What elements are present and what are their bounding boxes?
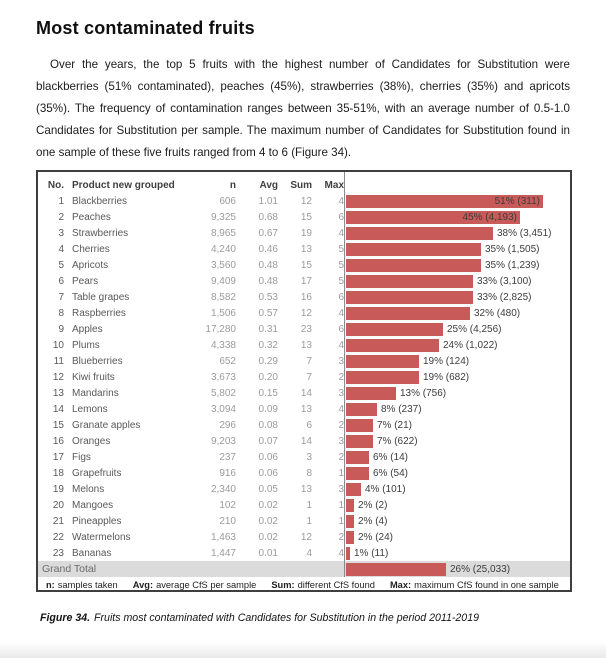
- table-row: [38, 481, 570, 497]
- cell-avg: 0.01: [258, 547, 278, 559]
- cell-max: 2: [338, 371, 344, 383]
- bar-cell: [344, 353, 570, 369]
- bar-cell: [344, 257, 570, 273]
- cell-n: 296: [219, 419, 236, 431]
- cell-sum: 4: [306, 547, 312, 559]
- cell-product: Kiwi fruits: [72, 371, 115, 383]
- bar-cell: [344, 497, 570, 513]
- bar: [346, 435, 373, 448]
- bar-cell: [344, 449, 570, 465]
- cell-sum: 13: [300, 243, 312, 255]
- cell-no: 21: [52, 515, 64, 527]
- bar: [346, 547, 350, 560]
- bar-cell: [344, 545, 570, 561]
- bar: [346, 419, 373, 432]
- cell-max: 1: [338, 515, 344, 527]
- grand-total-row: [38, 561, 570, 577]
- legend-desc: average CfS per sample: [156, 579, 257, 590]
- cell-sum: 12: [300, 307, 312, 319]
- bar-label: 6% (14): [373, 451, 409, 463]
- cell-avg: 0.48: [258, 259, 278, 271]
- bar-cell: [344, 337, 570, 353]
- bar-cell: [344, 385, 570, 401]
- cell-avg: 0.09: [258, 403, 278, 415]
- table-body: [38, 193, 570, 561]
- bar: [346, 339, 439, 352]
- cell-n: 652: [219, 355, 236, 367]
- cell-product: Mandarins: [72, 387, 119, 399]
- table-row: [38, 385, 570, 401]
- cell-n: 8,965: [210, 227, 236, 239]
- cell-max: 4: [338, 339, 344, 351]
- table-row: [38, 417, 570, 433]
- bar-label: 8% (237): [381, 403, 422, 415]
- bar-cell: [344, 481, 570, 497]
- cell-n: 210: [219, 515, 236, 527]
- cell-no: 6: [58, 275, 64, 287]
- page-edge: [0, 642, 606, 658]
- bar-label: 4% (101): [365, 483, 406, 495]
- bar-label: 7% (622): [377, 435, 418, 447]
- cell-sum: 13: [300, 403, 312, 415]
- cell-max: 3: [338, 435, 344, 447]
- cell-max: 3: [338, 387, 344, 399]
- cell-no: 17: [52, 451, 64, 463]
- bar-cell: [344, 401, 570, 417]
- cell-max: 5: [338, 259, 344, 271]
- cell-max: 2: [338, 451, 344, 463]
- bar-cell: [344, 369, 570, 385]
- cell-max: 5: [338, 275, 344, 287]
- cell-product: Apples: [72, 323, 103, 335]
- cell-avg: 0.02: [258, 515, 278, 527]
- cell-sum: 7: [306, 355, 312, 367]
- cell-no: 9: [58, 323, 64, 335]
- cell-sum: 7: [306, 371, 312, 383]
- cell-no: 2: [58, 211, 64, 223]
- bar: [346, 291, 473, 304]
- bar-cell: [344, 321, 570, 337]
- bar-label: 19% (682): [423, 371, 470, 383]
- table-row: [38, 257, 570, 273]
- cell-max: 4: [338, 403, 344, 415]
- cell-sum: 12: [300, 531, 312, 543]
- cell-no: 22: [52, 531, 64, 543]
- legend-desc: maximum CfS found in one sample: [414, 579, 559, 590]
- cell-max: 1: [338, 467, 344, 479]
- cell-max: 1: [338, 499, 344, 511]
- cell-avg: 0.05: [258, 483, 278, 495]
- cell-avg: 0.57: [258, 307, 278, 319]
- bar-cell: [344, 289, 570, 305]
- cell-product: Table grapes: [72, 291, 130, 303]
- cell-max: 5: [338, 243, 344, 255]
- cell-n: 3,673: [210, 371, 236, 383]
- cell-max: 4: [338, 547, 344, 559]
- cell-max: 6: [338, 291, 344, 303]
- cell-n: 9,325: [210, 211, 236, 223]
- figure-caption: [40, 612, 479, 624]
- bar: [346, 531, 354, 544]
- figure-caption-label: Figure 34.: [40, 612, 91, 624]
- cell-max: 3: [338, 355, 344, 367]
- bar: [346, 195, 543, 208]
- table-row: [38, 545, 570, 561]
- cell-sum: 8: [306, 467, 312, 479]
- cell-avg: 0.32: [258, 339, 278, 351]
- cell-avg: 0.53: [258, 291, 278, 303]
- cell-product: Watermelons: [72, 531, 131, 543]
- cell-sum: 3: [306, 451, 312, 463]
- cell-max: 2: [338, 531, 344, 543]
- cell-max: 6: [338, 211, 344, 223]
- legend-term: Sum:: [271, 579, 295, 590]
- cell-max: 4: [338, 307, 344, 319]
- cell-product: Pineapples: [72, 515, 122, 527]
- cell-n: 3,560: [210, 259, 236, 271]
- table-row: [38, 337, 570, 353]
- cell-avg: 0.06: [258, 451, 278, 463]
- bar-cell: [344, 209, 570, 225]
- cell-product: Figs: [72, 451, 91, 463]
- cell-n: 4,338: [210, 339, 236, 351]
- cell-avg: 0.02: [258, 531, 278, 543]
- bar-cell: [344, 305, 570, 321]
- cell-avg: 0.02: [258, 499, 278, 511]
- cell-product: Strawberries: [72, 227, 129, 239]
- cell-sum: 16: [300, 291, 312, 303]
- cell-n: 17,280: [205, 323, 236, 335]
- header-n: n: [229, 180, 236, 191]
- bar: [346, 307, 470, 320]
- bar-label: 6% (54): [373, 467, 409, 479]
- bar-label: 35% (1,239): [485, 259, 540, 271]
- cell-sum: 6: [306, 419, 312, 431]
- cell-max: 4: [338, 195, 344, 207]
- cell-no: 11: [53, 355, 64, 367]
- legend-desc: different CfS found: [297, 579, 375, 590]
- bar: [346, 227, 493, 240]
- legend-desc: samples taken: [57, 579, 118, 590]
- bar-label: 38% (3,451): [497, 227, 552, 239]
- cell-product: Cherries: [72, 243, 110, 255]
- bar-label: 24% (1,022): [443, 339, 498, 351]
- cell-avg: 0.07: [258, 435, 278, 447]
- grand-total-bar-cell: [344, 561, 570, 577]
- table-row: [38, 273, 570, 289]
- legend-item-avg: [133, 580, 257, 590]
- table-row: [38, 449, 570, 465]
- cell-sum: 14: [300, 435, 312, 447]
- bar-cell: [344, 241, 570, 257]
- cell-max: 2: [338, 419, 344, 431]
- table-row: [38, 241, 570, 257]
- cell-max: 6: [338, 323, 344, 335]
- cell-n: 9,203: [210, 435, 236, 447]
- cell-product: Blueberries: [72, 355, 123, 367]
- cell-no: 18: [52, 467, 64, 479]
- bar-label: 25% (4,256): [447, 323, 502, 335]
- cell-avg: 0.67: [258, 227, 278, 239]
- cell-no: 8: [58, 307, 64, 319]
- cell-max: 3: [338, 483, 344, 495]
- table-row: [38, 225, 570, 241]
- bar-label: 2% (2): [358, 499, 388, 511]
- figure-caption-text: Fruits most contaminated with Candidates for Substitution in the period 2011-2019: [94, 612, 479, 624]
- table-row: [38, 497, 570, 513]
- bar-label: 45% (4,193): [462, 211, 517, 223]
- cell-n: 1,447: [210, 547, 236, 559]
- bar: [346, 499, 354, 512]
- bar: [346, 355, 419, 368]
- bar-label: 33% (2,825): [477, 291, 532, 303]
- cell-avg: 0.48: [258, 275, 278, 287]
- cell-no: 7: [58, 291, 64, 303]
- cell-product: Bananas: [72, 547, 112, 559]
- table-row: [38, 193, 570, 209]
- legend-item-sum: [271, 580, 375, 590]
- cell-n: 8,582: [210, 291, 236, 303]
- table-header-row: [38, 178, 570, 193]
- cell-avg: 0.06: [258, 467, 278, 479]
- table-row: [38, 369, 570, 385]
- bar: [346, 211, 520, 224]
- cell-n: 606: [219, 195, 236, 207]
- cell-n: 916: [219, 467, 236, 479]
- cell-product: Granate apples: [72, 419, 141, 431]
- legend-term: n:: [46, 579, 55, 590]
- cell-n: 9,409: [210, 275, 236, 287]
- table-row: [38, 353, 570, 369]
- grand-total-bar: [346, 563, 446, 576]
- cell-no: 1: [58, 195, 64, 207]
- cell-n: 102: [219, 499, 236, 511]
- header-product: Product new grouped: [72, 180, 175, 191]
- cell-n: 237: [219, 451, 236, 463]
- cell-no: 14: [52, 403, 64, 415]
- cell-product: Plums: [72, 339, 100, 351]
- cell-product: Mangoes: [72, 499, 114, 511]
- legend-item-max: [390, 580, 559, 590]
- bar: [346, 403, 377, 416]
- header-max: Max: [324, 180, 344, 191]
- bar: [346, 515, 354, 528]
- legend-term: Avg:: [132, 579, 154, 590]
- bar-label: 51% (311): [494, 195, 540, 207]
- bar: [346, 451, 369, 464]
- legend-item-n: [46, 580, 118, 590]
- cell-sum: 13: [300, 339, 312, 351]
- bar: [346, 371, 419, 384]
- table-chart-divider: [344, 172, 345, 577]
- bar-cell: [344, 513, 570, 529]
- cell-product: Blackberries: [72, 195, 128, 207]
- bar-label: 1% (11): [354, 547, 389, 559]
- header-no: No.: [47, 180, 64, 191]
- table-row: [38, 433, 570, 449]
- bar-label: 33% (3,100): [477, 275, 532, 287]
- bar: [346, 483, 361, 496]
- cell-avg: 1.01: [258, 195, 278, 207]
- cell-sum: 1: [306, 515, 312, 527]
- cell-no: 5: [58, 259, 64, 271]
- table-row: [38, 209, 570, 225]
- bar: [346, 323, 443, 336]
- bar-label: 13% (756): [400, 387, 447, 399]
- cell-n: 3,094: [210, 403, 236, 415]
- cell-avg: 0.29: [258, 355, 278, 367]
- cell-sum: 14: [300, 387, 312, 399]
- body-paragraph: Over the years, the top 5 fruits with the highest number of Candidates for Substitution were blackberries (51% contaminated), peaches (45%), strawberries (38%), cherries (35%) and apricots (35%). The frequency of contamination ranges between 35-51%, with an average number of 0.5-1.0 Candidates for Substitution per sample. The maximum number of Candidates for Substitution found in one sample of these five fruits ranged from 4 to 6 (Figure 34).: [36, 58, 570, 159]
- cell-no: 3: [58, 227, 64, 239]
- cell-avg: 0.68: [258, 211, 278, 223]
- grand-total-label: Grand Total: [42, 563, 97, 575]
- table-row: [38, 401, 570, 417]
- table-row: [38, 529, 570, 545]
- cell-avg: 0.20: [258, 371, 278, 383]
- cell-no: 15: [52, 419, 64, 431]
- cell-n: 2,340: [210, 483, 236, 495]
- cell-avg: 0.15: [258, 387, 278, 399]
- cell-product: Raspberries: [72, 307, 126, 319]
- cell-product: Oranges: [72, 435, 111, 447]
- cell-n: 1,506: [210, 307, 236, 319]
- bar: [346, 243, 481, 256]
- cell-n: 1,463: [210, 531, 236, 543]
- cell-product: Apricots: [72, 259, 109, 271]
- bar: [346, 387, 396, 400]
- cell-product: Peaches: [72, 211, 111, 223]
- figure-panel: [36, 170, 572, 592]
- table-row: [38, 289, 570, 305]
- header-avg: Avg: [259, 180, 278, 191]
- bar-label: 19% (124): [423, 355, 470, 367]
- cell-product: Lemons: [72, 403, 108, 415]
- bar-label: 7% (21): [377, 419, 413, 431]
- bar-cell: [344, 417, 570, 433]
- header-sum: Sum: [290, 180, 312, 191]
- bar-cell: [344, 273, 570, 289]
- cell-no: 16: [52, 435, 64, 447]
- table-row: [38, 513, 570, 529]
- bar-label: 2% (4): [358, 515, 388, 527]
- cell-max: 4: [338, 227, 344, 239]
- cell-product: Grapefruits: [72, 467, 122, 479]
- cell-no: 13: [52, 387, 64, 399]
- bar: [346, 259, 481, 272]
- bar-cell: [344, 225, 570, 241]
- table-legend: [38, 578, 570, 591]
- cell-no: 19: [52, 483, 64, 495]
- cell-product: Melons: [72, 483, 105, 495]
- cell-no: 10: [52, 339, 64, 351]
- legend-term: Max:: [389, 579, 412, 590]
- chart-header-spacer: [344, 178, 570, 193]
- cell-product: Pears: [72, 275, 99, 287]
- table-row: [38, 321, 570, 337]
- bar-cell: [344, 529, 570, 545]
- cell-sum: 23: [300, 323, 312, 335]
- cell-no: 20: [52, 499, 64, 511]
- cell-avg: 0.08: [258, 419, 278, 431]
- cell-no: 12: [52, 371, 64, 383]
- cell-sum: 15: [300, 211, 312, 223]
- cell-no: 4: [58, 243, 64, 255]
- cell-no: 23: [52, 547, 64, 559]
- table-row: [38, 305, 570, 321]
- page-title: Most contaminated fruits: [36, 18, 255, 38]
- bar-cell: [344, 193, 570, 209]
- bar-label: 32% (480): [474, 307, 521, 319]
- grand-total-bar-label: 26% (25,033): [450, 563, 511, 575]
- cell-avg: 0.46: [258, 243, 278, 255]
- table-row: [38, 465, 570, 481]
- bar-label: 2% (24): [358, 531, 394, 543]
- cell-n: 4,240: [210, 243, 236, 255]
- cell-sum: 17: [300, 275, 312, 287]
- bar: [346, 467, 369, 480]
- bar: [346, 275, 473, 288]
- bar-label: 35% (1,505): [485, 243, 540, 255]
- cell-sum: 12: [300, 195, 312, 207]
- bar-cell: [344, 465, 570, 481]
- bar-cell: [344, 433, 570, 449]
- cell-n: 5,802: [210, 387, 236, 399]
- cell-sum: 13: [300, 483, 312, 495]
- cell-sum: 19: [300, 227, 312, 239]
- cell-avg: 0.31: [258, 323, 278, 335]
- cell-sum: 1: [306, 499, 312, 511]
- cell-sum: 15: [300, 259, 312, 271]
